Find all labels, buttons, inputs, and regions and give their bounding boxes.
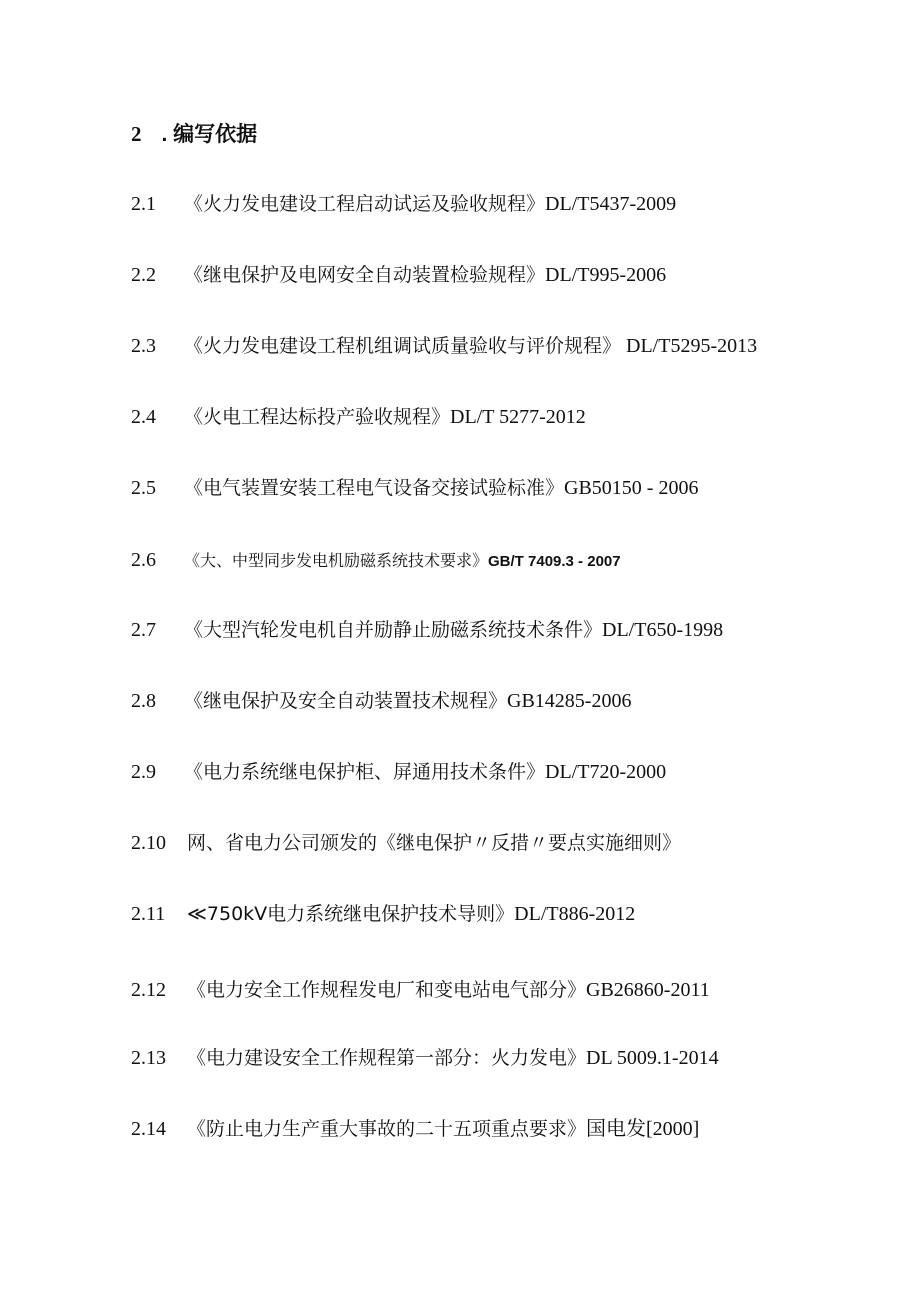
reference-number: 2.5	[131, 477, 156, 499]
reference-number: 2.13	[131, 1047, 166, 1069]
reference-title: 《火力发电建设工程启动试运及验收规程》	[184, 193, 546, 215]
reference-item	[131, 688, 631, 714]
reference-title: ≪750kV电力系统继电保护技术导则》	[187, 903, 515, 925]
reference-item	[131, 830, 681, 856]
reference-item	[131, 1116, 699, 1142]
reference-title: 《继电保护及安全自动装置技术规程》	[184, 690, 508, 712]
reference-number: 2.14	[131, 1118, 166, 1140]
reference-number: 2.7	[131, 619, 156, 641]
reference-title: 《大、中型同步发电机励磁系统技术要求》	[184, 551, 489, 570]
reference-number: 2.4	[131, 406, 156, 428]
reference-title: 《火电工程达标投产验收规程》	[184, 406, 451, 428]
reference-code: GB50150 - 2006	[564, 477, 699, 499]
reference-code: DL/T 5277-2012	[450, 406, 586, 428]
reference-item	[131, 759, 666, 785]
reference-number: 2.8	[131, 690, 156, 712]
reference-item	[131, 901, 635, 927]
reference-title: 《电气装置安装工程电气设备交接试验标准》	[184, 477, 565, 499]
reference-title: 《火力发电建设工程机组调试质量验收与评价规程》	[184, 335, 622, 357]
reference-code: 国电发[2000]	[586, 1118, 700, 1140]
reference-number: 2.2	[131, 264, 156, 286]
reference-code: DL/T720-2000	[545, 761, 667, 783]
reference-title: 《电力系统继电保护柜、屏通用技术条件》	[184, 761, 546, 783]
reference-title: 《继电保护及电网安全自动装置检验规程》	[184, 264, 546, 286]
section-number: 2	[131, 122, 142, 146]
reference-title: 《电力安全工作规程发电厂和变电站电气部分》	[187, 979, 587, 1001]
reference-code: DL/T650-1998	[602, 619, 724, 641]
reference-number: 2.3	[131, 335, 156, 357]
reference-title: 《电力建设安全工作规程第一部分：火力发电》	[187, 1047, 587, 1069]
reference-number: 2.9	[131, 761, 156, 783]
reference-code: GB/T 7409.3 - 2007	[488, 553, 621, 570]
reference-item	[131, 1045, 719, 1071]
reference-item	[131, 262, 666, 288]
reference-code: DL/T886-2012	[514, 903, 636, 925]
reference-item	[131, 977, 710, 1003]
reference-title: 网、省电力公司颁发的《继电保护〃反措〃要点实施细则》	[187, 832, 682, 854]
reference-number: 2.1	[131, 193, 156, 215]
reference-code: DL 5009.1-2014	[586, 1047, 719, 1069]
reference-title: 《大型汽轮发电机自并励静止励磁系统技术条件》	[184, 619, 603, 641]
reference-code: GB14285-2006	[507, 690, 632, 712]
reference-number: 2.11	[131, 903, 166, 925]
reference-item	[131, 475, 698, 501]
reference-item	[131, 547, 621, 575]
reference-code: DL/T5437-2009	[545, 193, 677, 215]
section-heading	[131, 118, 257, 148]
reference-item	[131, 333, 757, 359]
reference-code: DL/T5295-2013	[621, 335, 758, 357]
reference-item	[131, 617, 723, 643]
reference-code: DL/T995-2006	[545, 264, 667, 286]
reference-title: 《防止电力生产重大事故的二十五项重点要求》	[187, 1118, 587, 1140]
reference-number: 2.10	[131, 832, 166, 854]
section-title: . 编写依据	[161, 123, 258, 146]
reference-number: 2.12	[131, 979, 166, 1001]
reference-number: 2.6	[131, 549, 156, 571]
reference-item	[131, 191, 676, 217]
reference-item	[131, 404, 586, 430]
reference-code: GB26860-2011	[586, 979, 710, 1001]
